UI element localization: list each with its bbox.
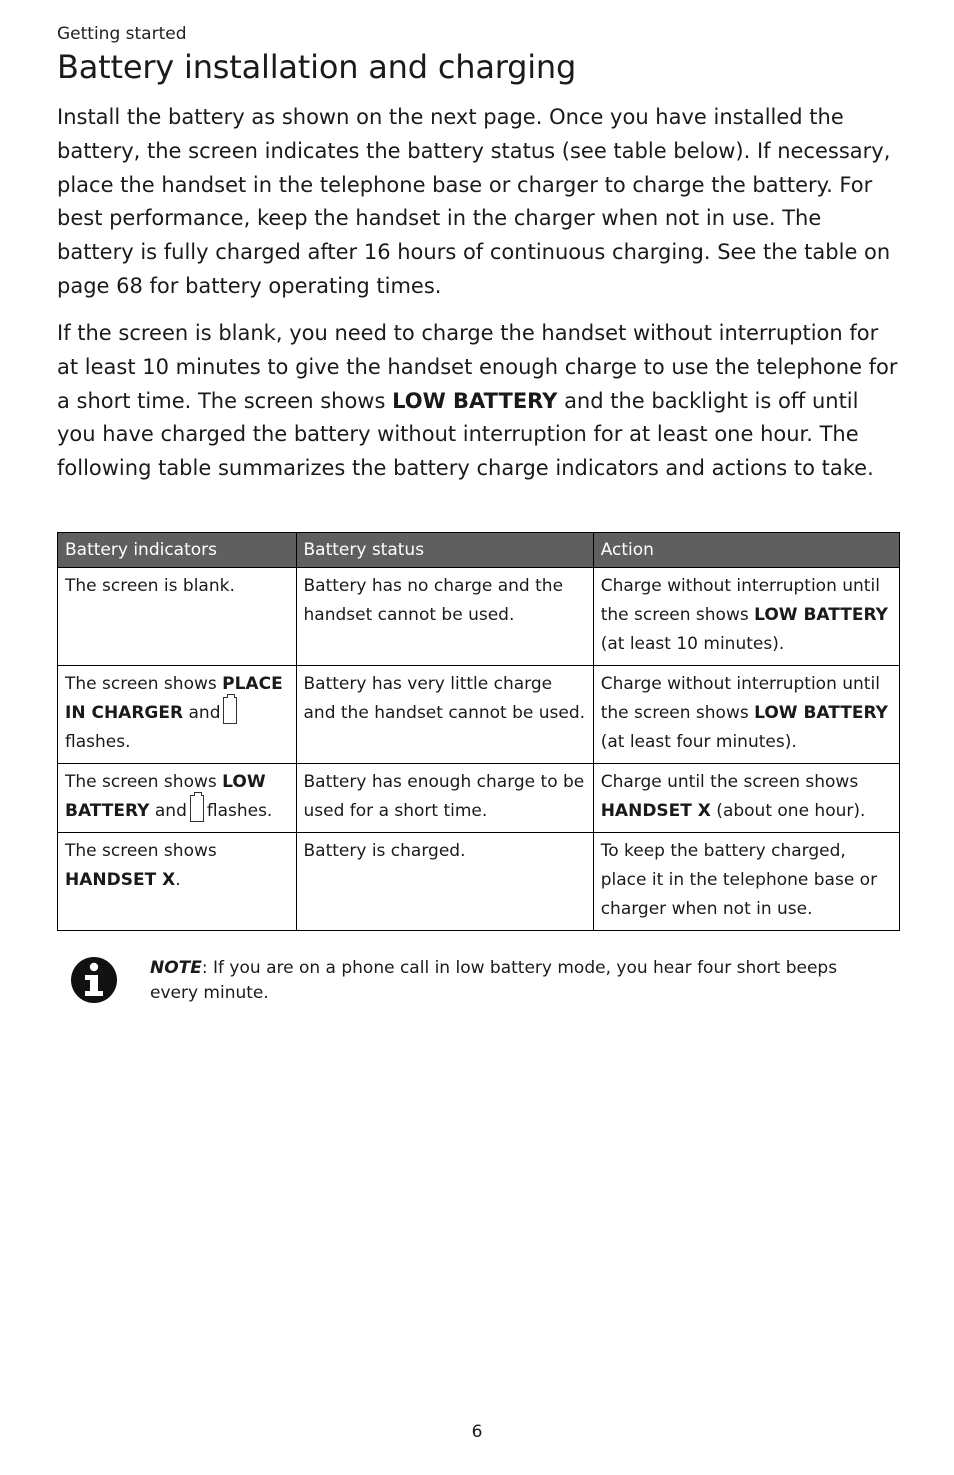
action-cell: Charge without interruption until the screen shows LOW BATTERY (at least four minutes). [593, 666, 899, 764]
action-cell: Charge until the screen shows HANDSET X (about one hour). [593, 764, 899, 833]
intro-paragraph-2: If the screen is blank, you need to charge the handset without interruption for at least 10 minutes to give the handset enough charge to use the telephone for a short time. The screen shows LOW BATTERY and the backlight is off until you have charged the battery without interruption for at least one hour. The following table summarizes the battery charge indicators and actions to take. [57, 321, 898, 481]
header-battery-indicators: Battery indicators [58, 533, 297, 568]
low-battery-text: LOW BATTERY [392, 388, 558, 413]
status-cell: Battery has very little charge and the handset cannot be used. [296, 666, 593, 764]
indicator-cell: The screen shows LOW BATTERY and flashes. [58, 764, 297, 833]
table-row [58, 764, 900, 833]
table-row [58, 666, 900, 764]
battery-empty-icon [190, 795, 204, 822]
table-header-row [58, 533, 900, 568]
status-cell: Battery has no charge and the handset cannot be used. [296, 568, 593, 666]
table-row [58, 568, 900, 666]
note-label: NOTE [150, 958, 202, 978]
indicator-cell: The screen is blank. [58, 568, 297, 666]
indicator-cell: The screen shows HANDSET X. [58, 833, 297, 931]
page-title: Battery installation and charging [57, 48, 577, 86]
status-cell: Battery has enough charge to be used for a short time. [296, 764, 593, 833]
battery-empty-icon [223, 697, 237, 724]
status-cell: Battery is charged. [296, 833, 593, 931]
indicator-cell: The screen shows PLACE IN CHARGER and flashes. [58, 666, 297, 764]
note-text: NOTE: If you are on a phone call in low battery mode, you hear four short beeps every minute. [150, 958, 838, 1003]
section-label: Getting started [57, 24, 187, 44]
action-cell: To keep the battery charged, place it in the telephone base or charger when not in use. [593, 833, 899, 931]
battery-indicator-table [57, 532, 900, 931]
intro-paragraph-1: Install the battery as shown on the next page. Once you have installed the battery, the screen indicates the battery status (see table below). If necessary, place the handset in the telephone base or charger to charge the battery. For best performance, keep the handset in the charger when not in use. The battery is fully charged after 16 hours of continuous charging. See the table on page 68 for battery operating times. [57, 105, 891, 298]
action-cell: Charge without interruption until the screen shows LOW BATTERY (at least 10 minutes). [593, 568, 899, 666]
info-icon [70, 956, 118, 1004]
header-action: Action [593, 533, 899, 568]
header-battery-status: Battery status [296, 533, 593, 568]
page-number: 6 [471, 1422, 483, 1442]
table-row [58, 833, 900, 931]
